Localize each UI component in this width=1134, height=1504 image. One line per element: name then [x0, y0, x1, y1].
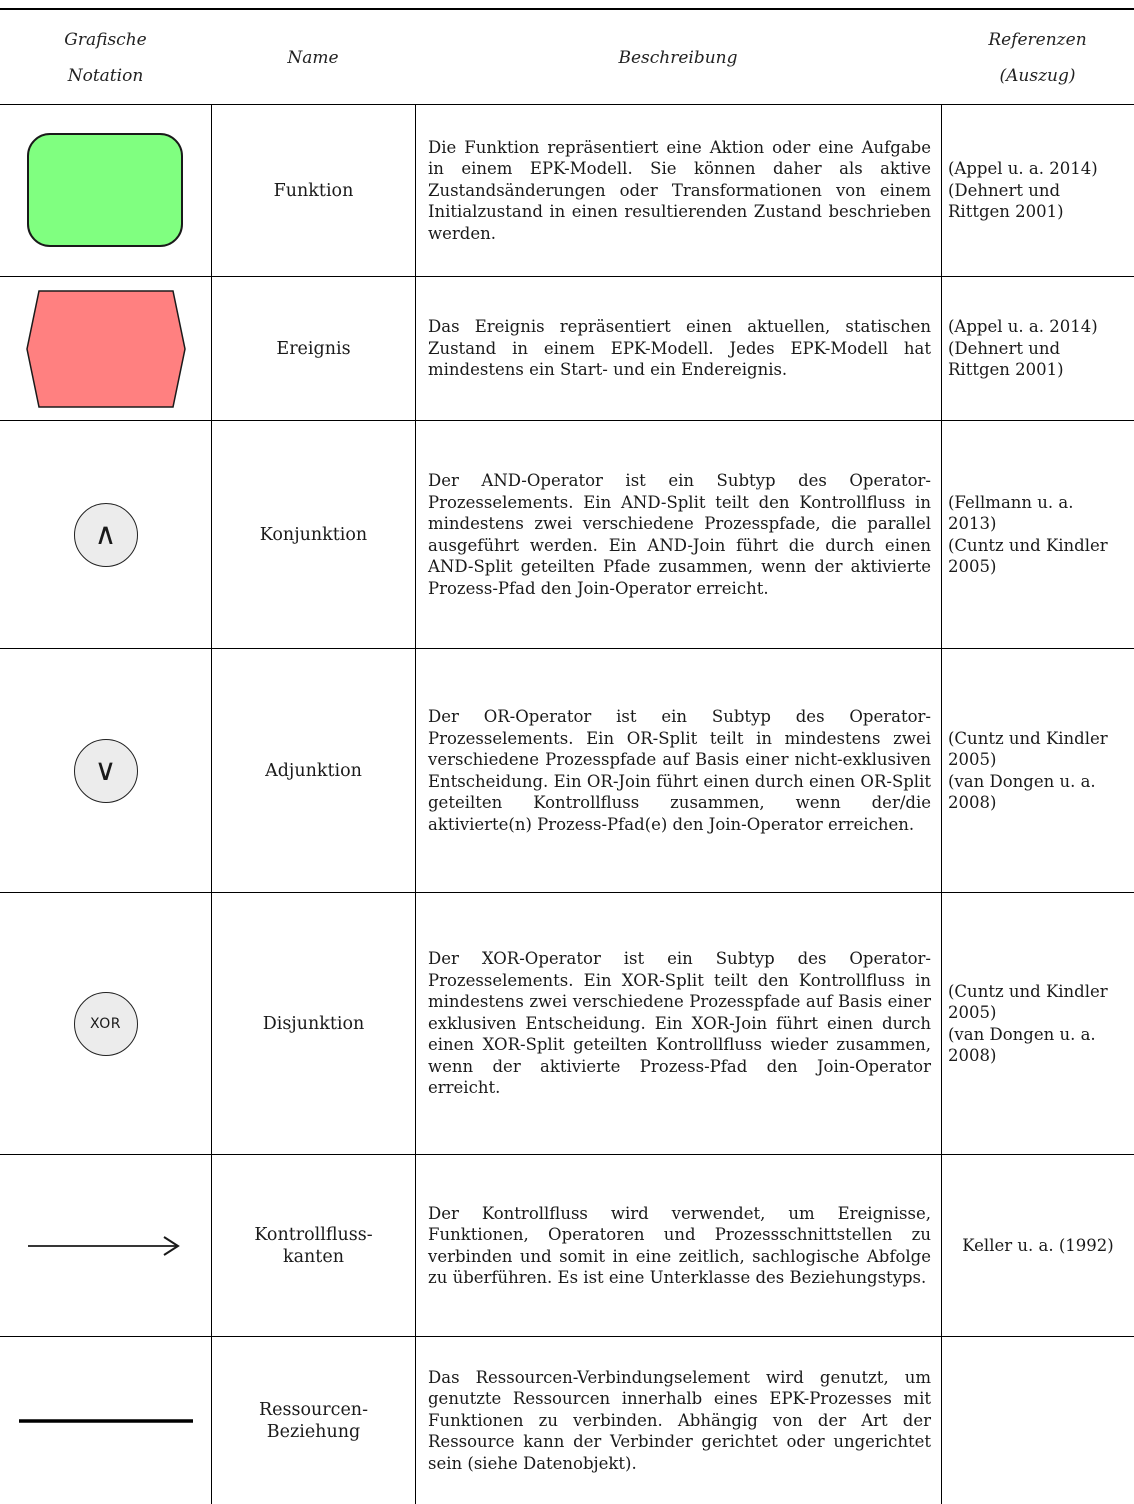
header-name: Name	[287, 48, 339, 68]
header-description: Beschreibung	[618, 48, 738, 68]
row-description: Der Kontrollfluss wird verwendet, um Ereignisse, Funktionen, Operatoren und Prozessschnittstellen zu verbinden und somit in eine zeitlich, sachlogische Abfolge zu überführen. Es ist eine Unterklasse des Beziehungstyps.	[428, 1203, 931, 1287]
table-row	[0, 1337, 211, 1504]
row-references: (Fellmann u. a. 2013) (Cuntz und Kindler 2005)	[948, 492, 1108, 576]
header-references-line2: (Auszug)	[999, 66, 1076, 86]
and-operator-icon: ∧	[74, 503, 138, 567]
row-name: Adjunktion	[265, 760, 362, 781]
header-notation	[0, 12, 211, 104]
row-references: Keller u. a. (1992)	[962, 1235, 1114, 1255]
or-operator-icon: ∨	[74, 739, 138, 803]
row-name: Konjunktion	[259, 524, 368, 545]
header-references	[941, 12, 1134, 104]
row-name: Disjunktion	[262, 1013, 365, 1034]
row-references: (Cuntz und Kindler 2005) (van Dongen u. a. 2008)	[948, 981, 1108, 1065]
row-description: Der OR-Operator ist ein Subtyp des Operator-Prozesselements. Ein OR-Split teilt in mindestens zwei verschiedene Prozesspfade auf Basis einer nicht-exklusiven Entscheidung. Ein OR-Join führt einen durch einen OR-Split geteilten Kontrollfluss zusammen, wenn der/die aktivierte(n) Prozess-Pfad(e) den Join-Operator erreichen.	[428, 707, 931, 834]
row-name: Kontrollfluss- kanten	[254, 1224, 373, 1267]
event-hexagon-icon	[25, 289, 187, 409]
row-description: Der AND-Operator ist ein Subtyp des Operator-Prozesselements. Ein AND-Split teilt den Kontrollfluss in mindestens zwei verschiedene Prozesspfade, die parallel ausgeführt werden. Ein AND-Join führt die durch einen AND-Split geteilten Pfade zusammen, wenn der aktivierte Prozess-Pfad den Join-Operator erreicht.	[428, 471, 931, 598]
row-references: (Appel u. a. 2014) (Dehnert und Rittgen 2001)	[948, 159, 1098, 222]
xor-operator-icon: XOR	[74, 992, 138, 1056]
resource-line-icon	[11, 1415, 201, 1427]
table-row	[0, 105, 211, 276]
table-top-rule	[0, 8, 1134, 10]
header-notation-line2: Notation	[67, 66, 144, 86]
header-notation-line1: Grafische	[64, 30, 147, 50]
header-references-line1: Referenzen	[988, 30, 1087, 50]
row-name: Ereignis	[276, 338, 351, 359]
table-row	[0, 277, 211, 420]
arrow-right-icon	[16, 1234, 196, 1258]
row-name: Funktion	[273, 180, 354, 201]
row-description: Die Funktion repräsentiert eine Aktion oder eine Aufgabe in einem EPK-Modell. Sie können daher als aktive Zustandsänderungen oder Transformationen von einem Initialzustand in einen resultierenden Zustand beschrieben werden.	[428, 137, 931, 243]
table-row	[0, 893, 211, 1154]
function-symbol-icon	[26, 132, 186, 250]
table-row	[0, 421, 211, 648]
row-references: (Cuntz und Kindler 2005) (van Dongen u. a. 2008)	[948, 728, 1108, 812]
row-name: Ressourcen- Beziehung	[258, 1399, 368, 1442]
table-row	[0, 1155, 211, 1336]
table-row	[0, 649, 211, 892]
row-description: Der XOR-Operator ist ein Subtyp des Operator-Prozesselements. Ein XOR-Split teilt den Kontrollfluss in mindestens zwei verschiedene Prozesspfade auf Basis einer exklusiven Entscheidung. Ein XOR-Join führt einen durch einen XOR-Split geteilten Kontrollfluss wieder zusammen, wenn der aktivierte Prozess-Pfad den Join-Operator erreicht.	[428, 949, 931, 1098]
row-references	[942, 1337, 1134, 1504]
row-description: Das Ereignis repräsentiert einen aktuellen, statischen Zustand in einem EPK-Modell. Jedes EPK-Modell hat mindestens ein Start- und ein Endereignis.	[428, 317, 931, 380]
row-references: (Appel u. a. 2014) (Dehnert und Rittgen 2001)	[948, 317, 1098, 380]
row-description: Das Ressourcen-Verbindungselement wird genutzt, um genutzte Ressourcen innerhalb eines EPK-Prozesses mit Funktionen zu verbinden. Abhängig von der Art der Ressource kann der Verbinder gerichtet oder ungerichtet sein (siehe Datenobjekt).	[428, 1367, 931, 1473]
